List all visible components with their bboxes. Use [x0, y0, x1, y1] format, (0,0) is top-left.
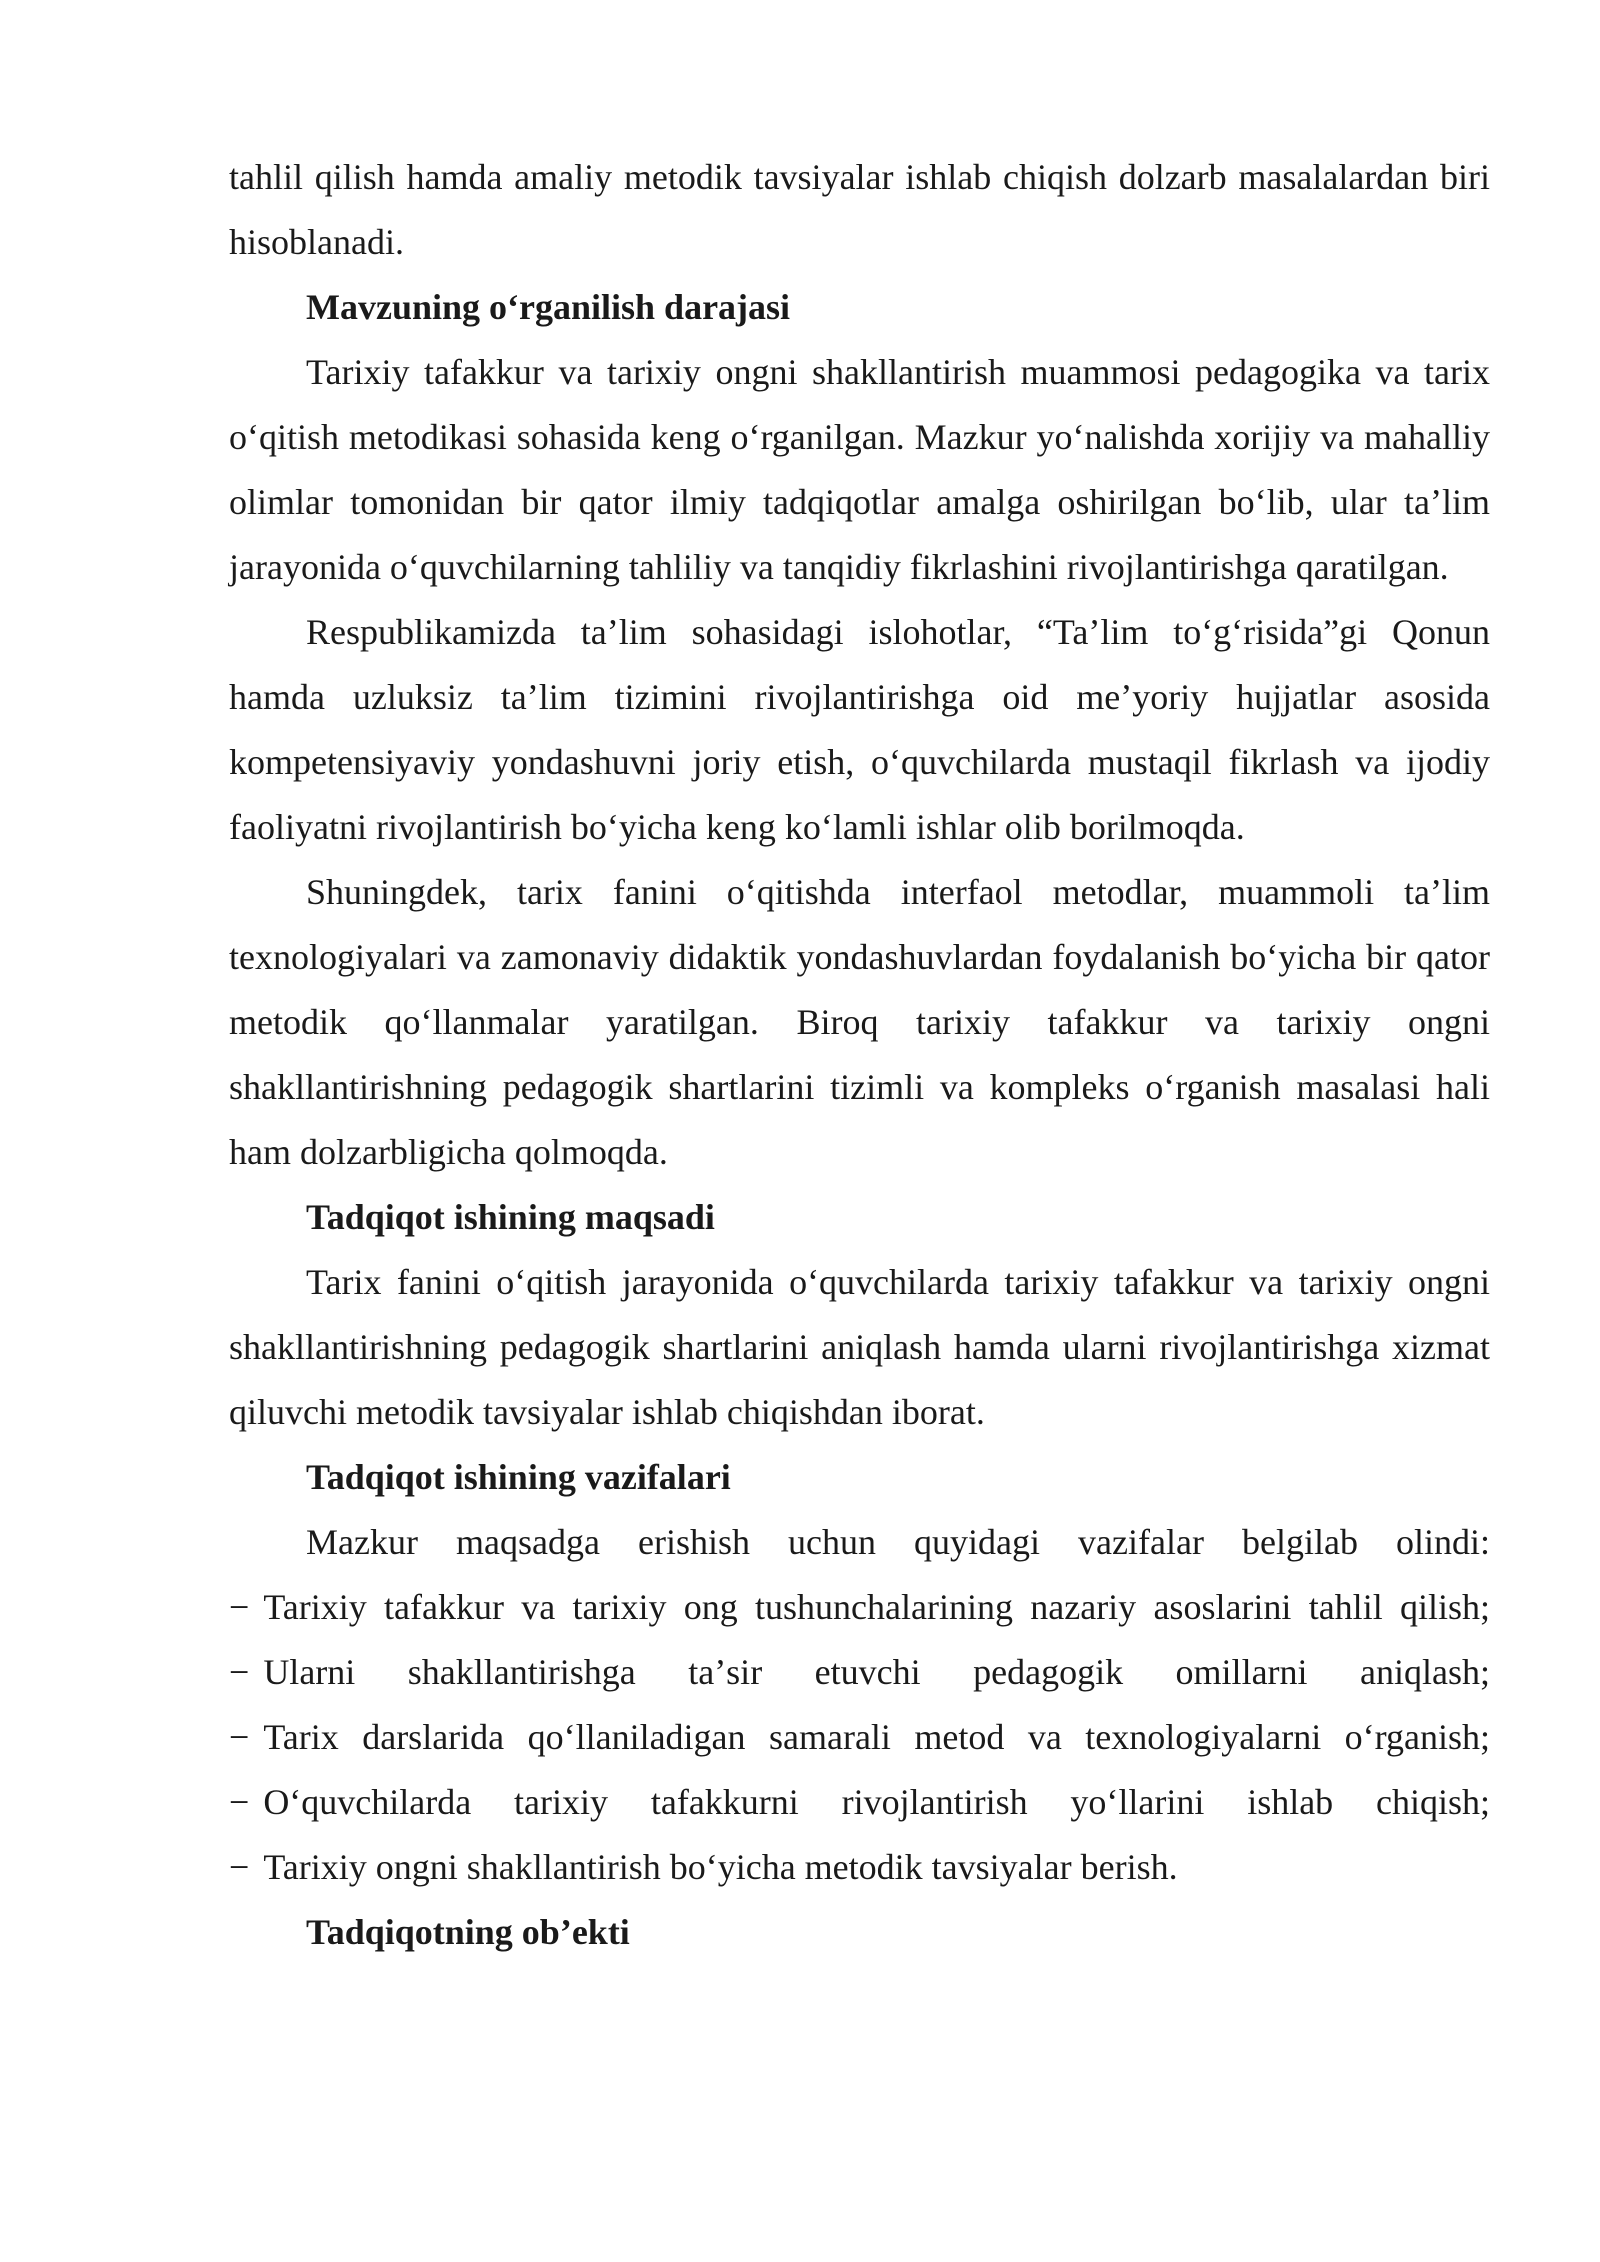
task-text: Tarix darslarida qoʻllaniladigan samarali metod va texnologiyalarni oʻrganish;	[263, 1717, 1490, 1757]
task-text: Ularni shakllantirishga taʼsir etuvchi pedagogik omillarni aniqlash;	[263, 1652, 1490, 1692]
tasks-list	[229, 1575, 1490, 1900]
study-paragraph-2: Respublikamizda taʼlim sohasidagi islohotlar, “Taʼlim toʻgʻrisida”gi Qonun hamda uzluksiz taʼlim tizimini rivojlantirishga oid meʼyoriy hujjatlar asosida kompetensiyaviy yondashuvni joriy etish, oʻquvchilarda mustaqil fikrlash va ijodiy faoliyatni rivojlantirish boʻyicha keng koʻlamli ishlar olib borilmoqda.	[229, 612, 1490, 847]
document-page	[229, 145, 1490, 1965]
tasks-intro-paragraph: Mazkur maqsadga erishish uchun quyidagi vazifalar belgilab olindi:	[306, 1522, 1490, 1562]
intro-tail-paragraph: tahlil qilish hamda amaliy metodik tavsiyalar ishlab chiqish dolzarb masalalardan biri hisoblanadi.	[229, 157, 1490, 262]
heading-research-object: Tadqiqotning obʼekti	[306, 1912, 630, 1952]
dash-bullet: −	[229, 1847, 250, 1887]
task-text: Tarixiy tafakkur va tarixiy ong tushunchalarining nazariy asoslarini tahlil qilish;	[263, 1587, 1490, 1627]
study-paragraph-1: Tarixiy tafakkur va tarixiy ongni shakllantirish muammosi pedagogika va tarix oʻqitish metodikasi sohasida keng oʻrganilgan. Mazkur yoʻnalishda xorijiy va mahalliy olimlar tomonidan bir qator ilmiy tadqiqotlar amalga oshirilgan boʻlib, ular taʼlim jarayonida oʻquvchilarning tahliliy va tanqidiy fikrlashini rivojlantirishga qaratilgan.	[229, 352, 1490, 587]
heading-research-goal: Tadqiqot ishining maqsadi	[306, 1197, 715, 1237]
list-item	[229, 1770, 1490, 1835]
task-text: Tarixiy ongni shakllantirish boʻyicha metodik tavsiyalar berish.	[263, 1847, 1178, 1887]
dash-bullet: −	[229, 1587, 250, 1627]
list-item	[229, 1575, 1490, 1640]
dash-bullet: −	[229, 1652, 250, 1692]
goal-paragraph: Tarix fanini oʻqitish jarayonida oʻquvchilarda tarixiy tafakkur va tarixiy ongni shakllantirishning pedagogik shartlarini aniqlash hamda ularni rivojlantirishga xizmat qiluvchi metodik tavsiyalar ishlab chiqishdan iborat.	[229, 1262, 1490, 1432]
heading-research-tasks: Tadqiqot ishining vazifalari	[306, 1457, 731, 1497]
task-text: Oʻquvchilarda tarixiy tafakkurni rivojlantirish yoʻllarini ishlab chiqish;	[263, 1782, 1490, 1822]
study-paragraph-3: Shuningdek, tarix fanini oʻqitishda interfaol metodlar, muammoli taʼlim texnologiyalari va zamonaviy didaktik yondashuvlardan foydalanish boʻyicha bir qator metodik qoʻllanmalar yaratilgan. Biroq tarixiy tafakkur va tarixiy ongni shakllantirishning pedagogik shartlarini tizimli va kompleks oʻrganish masalasi hali ham dolzarbligicha qolmoqda.	[229, 872, 1490, 1172]
list-item	[229, 1705, 1490, 1770]
heading-study-level: Mavzuning oʻrganilish darajasi	[306, 287, 791, 327]
dash-bullet: −	[229, 1717, 250, 1757]
list-item	[229, 1640, 1490, 1705]
dash-bullet: −	[229, 1782, 250, 1822]
list-item	[229, 1835, 1490, 1900]
